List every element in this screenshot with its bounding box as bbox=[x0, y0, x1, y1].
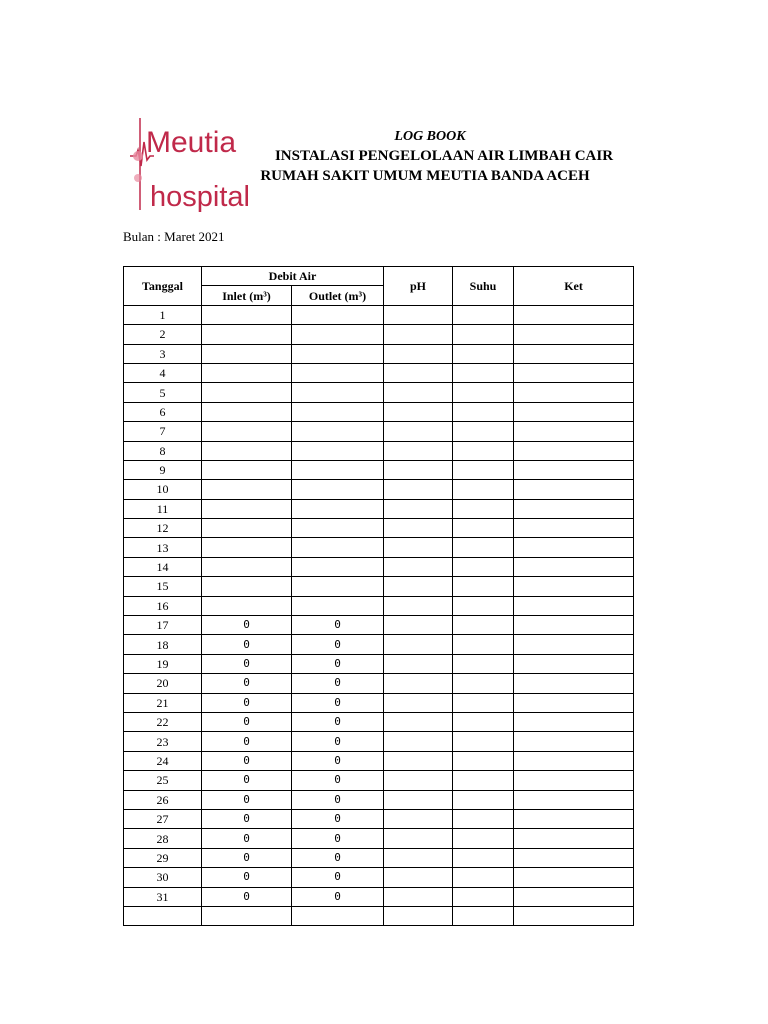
tanggal-cell: 10 bbox=[124, 480, 202, 499]
inlet-cell: 0 bbox=[202, 712, 292, 731]
ph-cell bbox=[384, 732, 453, 751]
outlet-cell bbox=[292, 460, 384, 479]
ph-cell bbox=[384, 751, 453, 770]
ph-cell bbox=[384, 557, 453, 576]
ket-cell bbox=[514, 325, 634, 344]
tanggal-cell: 12 bbox=[124, 519, 202, 538]
inlet-cell bbox=[202, 557, 292, 576]
inlet-cell bbox=[202, 460, 292, 479]
ket-cell bbox=[514, 732, 634, 751]
outlet-cell bbox=[292, 402, 384, 421]
outlet-cell: 0 bbox=[292, 848, 384, 867]
table-row bbox=[124, 441, 634, 460]
ket-cell bbox=[514, 596, 634, 615]
ket-cell bbox=[514, 402, 634, 421]
suhu-cell bbox=[453, 674, 514, 693]
outlet-cell bbox=[292, 557, 384, 576]
tanggal-cell: 26 bbox=[124, 790, 202, 809]
suhu-cell bbox=[453, 325, 514, 344]
suhu-cell bbox=[453, 305, 514, 324]
inlet-cell: 0 bbox=[202, 887, 292, 906]
ph-cell bbox=[384, 363, 453, 382]
ket-cell bbox=[514, 383, 634, 402]
suhu-cell bbox=[453, 499, 514, 518]
table-row bbox=[124, 635, 634, 654]
tanggal-cell: 1 bbox=[124, 305, 202, 324]
suhu-cell bbox=[453, 790, 514, 809]
tanggal-cell: 25 bbox=[124, 771, 202, 790]
suhu-cell bbox=[453, 712, 514, 731]
inlet-cell: 0 bbox=[202, 732, 292, 751]
tanggal-cell: 17 bbox=[124, 616, 202, 635]
table-row bbox=[124, 906, 634, 925]
table-row bbox=[124, 887, 634, 906]
inlet-cell bbox=[202, 402, 292, 421]
header-suhu: Suhu bbox=[453, 267, 514, 306]
suhu-cell bbox=[453, 906, 514, 925]
outlet-cell: 0 bbox=[292, 751, 384, 770]
outlet-cell bbox=[292, 499, 384, 518]
ph-cell bbox=[384, 344, 453, 363]
tanggal-cell bbox=[124, 906, 202, 925]
inlet-cell: 0 bbox=[202, 693, 292, 712]
table-row bbox=[124, 771, 634, 790]
inlet-cell bbox=[202, 596, 292, 615]
ph-cell bbox=[384, 596, 453, 615]
ket-cell bbox=[514, 519, 634, 538]
tanggal-cell: 18 bbox=[124, 635, 202, 654]
tanggal-cell: 30 bbox=[124, 868, 202, 887]
inlet-cell bbox=[202, 441, 292, 460]
table-row bbox=[124, 557, 634, 576]
outlet-cell bbox=[292, 422, 384, 441]
suhu-cell bbox=[453, 557, 514, 576]
ph-cell bbox=[384, 325, 453, 344]
tanggal-cell: 23 bbox=[124, 732, 202, 751]
outlet-cell: 0 bbox=[292, 674, 384, 693]
suhu-cell bbox=[453, 596, 514, 615]
ph-cell bbox=[384, 422, 453, 441]
ket-cell bbox=[514, 422, 634, 441]
table-row bbox=[124, 344, 634, 363]
ket-cell bbox=[514, 635, 634, 654]
logo-line2: hospital bbox=[150, 181, 250, 213]
suhu-cell bbox=[453, 693, 514, 712]
ph-cell bbox=[384, 829, 453, 848]
outlet-cell bbox=[292, 363, 384, 382]
table-row bbox=[124, 499, 634, 518]
log-table-body bbox=[124, 305, 634, 926]
outlet-cell bbox=[292, 305, 384, 324]
ket-cell bbox=[514, 441, 634, 460]
log-table bbox=[123, 266, 634, 926]
ph-cell bbox=[384, 654, 453, 673]
outlet-cell: 0 bbox=[292, 712, 384, 731]
table-row bbox=[124, 693, 634, 712]
inlet-cell: 0 bbox=[202, 635, 292, 654]
header-debit-air: Debit Air bbox=[202, 267, 384, 286]
ket-cell bbox=[514, 538, 634, 557]
inlet-cell bbox=[202, 480, 292, 499]
ket-cell bbox=[514, 887, 634, 906]
tanggal-cell: 15 bbox=[124, 577, 202, 596]
table-row bbox=[124, 538, 634, 557]
inlet-cell bbox=[202, 363, 292, 382]
ph-cell bbox=[384, 616, 453, 635]
suhu-cell bbox=[453, 809, 514, 828]
tanggal-cell: 11 bbox=[124, 499, 202, 518]
tanggal-cell: 31 bbox=[124, 887, 202, 906]
outlet-cell bbox=[292, 906, 384, 925]
table-row bbox=[124, 751, 634, 770]
inlet-cell: 0 bbox=[202, 654, 292, 673]
logo-line1: Meutia bbox=[146, 126, 237, 159]
table-row bbox=[124, 868, 634, 887]
tanggal-cell: 9 bbox=[124, 460, 202, 479]
title-hospital: RUMAH SAKIT UMUM MEUTIA BANDA ACEH bbox=[260, 168, 590, 184]
tanggal-cell: 21 bbox=[124, 693, 202, 712]
table-row bbox=[124, 460, 634, 479]
tanggal-cell: 13 bbox=[124, 538, 202, 557]
table-row bbox=[124, 596, 634, 615]
table-row bbox=[124, 402, 634, 421]
ph-cell bbox=[384, 887, 453, 906]
hospital-logo bbox=[128, 112, 250, 216]
table-row bbox=[124, 519, 634, 538]
inlet-cell bbox=[202, 422, 292, 441]
ket-cell bbox=[514, 906, 634, 925]
ph-cell bbox=[384, 635, 453, 654]
ph-cell bbox=[384, 519, 453, 538]
table-row bbox=[124, 790, 634, 809]
tanggal-cell: 6 bbox=[124, 402, 202, 421]
outlet-cell: 0 bbox=[292, 693, 384, 712]
suhu-cell bbox=[453, 480, 514, 499]
tanggal-cell: 16 bbox=[124, 596, 202, 615]
ket-cell bbox=[514, 616, 634, 635]
ket-cell bbox=[514, 577, 634, 596]
tanggal-cell: 24 bbox=[124, 751, 202, 770]
ph-cell bbox=[384, 809, 453, 828]
ph-cell bbox=[384, 771, 453, 790]
table-row bbox=[124, 616, 634, 635]
inlet-cell: 0 bbox=[202, 790, 292, 809]
tanggal-cell: 3 bbox=[124, 344, 202, 363]
table-row bbox=[124, 712, 634, 731]
ket-cell bbox=[514, 809, 634, 828]
table-row bbox=[124, 848, 634, 867]
table-row bbox=[124, 325, 634, 344]
inlet-cell: 0 bbox=[202, 771, 292, 790]
month-label: Bulan : Maret 2021 bbox=[123, 229, 225, 244]
suhu-cell bbox=[453, 519, 514, 538]
table-row bbox=[124, 732, 634, 751]
ket-cell bbox=[514, 693, 634, 712]
table-row bbox=[124, 577, 634, 596]
title-block bbox=[230, 128, 630, 186]
tanggal-cell: 14 bbox=[124, 557, 202, 576]
tanggal-cell: 28 bbox=[124, 829, 202, 848]
table-row bbox=[124, 305, 634, 324]
outlet-cell bbox=[292, 344, 384, 363]
ket-cell bbox=[514, 363, 634, 382]
outlet-cell: 0 bbox=[292, 809, 384, 828]
header-outlet: Outlet (m³) bbox=[292, 286, 384, 305]
tanggal-cell: 5 bbox=[124, 383, 202, 402]
ph-cell bbox=[384, 480, 453, 499]
inlet-cell: 0 bbox=[202, 674, 292, 693]
outlet-cell bbox=[292, 519, 384, 538]
outlet-cell bbox=[292, 538, 384, 557]
outlet-cell bbox=[292, 325, 384, 344]
table-row bbox=[124, 422, 634, 441]
table-row bbox=[124, 829, 634, 848]
title-installation: INSTALASI PENGELOLAAN AIR LIMBAH CAIR bbox=[274, 148, 614, 164]
ph-cell bbox=[384, 693, 453, 712]
outlet-cell bbox=[292, 577, 384, 596]
ket-cell bbox=[514, 848, 634, 867]
suhu-cell bbox=[453, 344, 514, 363]
suhu-cell bbox=[453, 402, 514, 421]
inlet-cell bbox=[202, 519, 292, 538]
suhu-cell bbox=[453, 732, 514, 751]
ket-cell bbox=[514, 868, 634, 887]
ph-cell bbox=[384, 538, 453, 557]
inlet-cell bbox=[202, 538, 292, 557]
ket-cell bbox=[514, 305, 634, 324]
ph-cell bbox=[384, 848, 453, 867]
tanggal-cell: 7 bbox=[124, 422, 202, 441]
ket-cell bbox=[514, 344, 634, 363]
tanggal-cell: 19 bbox=[124, 654, 202, 673]
ph-cell bbox=[384, 402, 453, 421]
ph-cell bbox=[384, 305, 453, 324]
outlet-cell: 0 bbox=[292, 829, 384, 848]
ph-cell bbox=[384, 674, 453, 693]
suhu-cell bbox=[453, 616, 514, 635]
outlet-cell: 0 bbox=[292, 616, 384, 635]
tanggal-cell: 22 bbox=[124, 712, 202, 731]
ket-cell bbox=[514, 460, 634, 479]
ket-cell bbox=[514, 674, 634, 693]
ket-cell bbox=[514, 829, 634, 848]
ph-cell bbox=[384, 906, 453, 925]
ket-cell bbox=[514, 654, 634, 673]
outlet-cell bbox=[292, 441, 384, 460]
inlet-cell bbox=[202, 499, 292, 518]
inlet-cell: 0 bbox=[202, 848, 292, 867]
inlet-cell: 0 bbox=[202, 829, 292, 848]
tanggal-cell: 4 bbox=[124, 363, 202, 382]
inlet-cell bbox=[202, 906, 292, 925]
inlet-cell bbox=[202, 305, 292, 324]
outlet-cell: 0 bbox=[292, 771, 384, 790]
tanggal-cell: 27 bbox=[124, 809, 202, 828]
inlet-cell: 0 bbox=[202, 616, 292, 635]
suhu-cell bbox=[453, 848, 514, 867]
ket-cell bbox=[514, 771, 634, 790]
table-row bbox=[124, 809, 634, 828]
suhu-cell bbox=[453, 441, 514, 460]
ph-cell bbox=[384, 383, 453, 402]
table-row bbox=[124, 674, 634, 693]
ph-cell bbox=[384, 868, 453, 887]
inlet-cell bbox=[202, 344, 292, 363]
ph-cell bbox=[384, 790, 453, 809]
suhu-cell bbox=[453, 538, 514, 557]
table-row bbox=[124, 654, 634, 673]
tanggal-cell: 2 bbox=[124, 325, 202, 344]
ph-cell bbox=[384, 577, 453, 596]
suhu-cell bbox=[453, 868, 514, 887]
suhu-cell bbox=[453, 422, 514, 441]
suhu-cell bbox=[453, 654, 514, 673]
ph-cell bbox=[384, 712, 453, 731]
suhu-cell bbox=[453, 363, 514, 382]
ph-cell bbox=[384, 460, 453, 479]
inlet-cell bbox=[202, 577, 292, 596]
suhu-cell bbox=[453, 460, 514, 479]
suhu-cell bbox=[453, 577, 514, 596]
tanggal-cell: 20 bbox=[124, 674, 202, 693]
suhu-cell bbox=[453, 771, 514, 790]
ket-cell bbox=[514, 712, 634, 731]
suhu-cell bbox=[453, 829, 514, 848]
ket-cell bbox=[514, 557, 634, 576]
ket-cell bbox=[514, 790, 634, 809]
outlet-cell: 0 bbox=[292, 868, 384, 887]
ket-cell bbox=[514, 751, 634, 770]
header-tanggal: Tanggal bbox=[124, 267, 202, 306]
table-row bbox=[124, 363, 634, 382]
outlet-cell: 0 bbox=[292, 654, 384, 673]
outlet-cell: 0 bbox=[292, 732, 384, 751]
table-row bbox=[124, 383, 634, 402]
ket-cell bbox=[514, 499, 634, 518]
tanggal-cell: 8 bbox=[124, 441, 202, 460]
suhu-cell bbox=[453, 887, 514, 906]
header-inlet: Inlet (m³) bbox=[202, 286, 292, 305]
outlet-cell: 0 bbox=[292, 790, 384, 809]
suhu-cell bbox=[453, 635, 514, 654]
suhu-cell bbox=[453, 751, 514, 770]
outlet-cell bbox=[292, 480, 384, 499]
inlet-cell: 0 bbox=[202, 751, 292, 770]
ket-cell bbox=[514, 480, 634, 499]
table-row bbox=[124, 480, 634, 499]
inlet-cell: 0 bbox=[202, 868, 292, 887]
inlet-cell bbox=[202, 325, 292, 344]
outlet-cell bbox=[292, 383, 384, 402]
inlet-cell: 0 bbox=[202, 809, 292, 828]
inlet-cell bbox=[202, 383, 292, 402]
outlet-cell: 0 bbox=[292, 887, 384, 906]
ph-cell bbox=[384, 499, 453, 518]
header-ph: pH bbox=[384, 267, 453, 306]
outlet-cell: 0 bbox=[292, 635, 384, 654]
ph-cell bbox=[384, 441, 453, 460]
suhu-cell bbox=[453, 383, 514, 402]
outlet-cell bbox=[292, 596, 384, 615]
tanggal-cell: 29 bbox=[124, 848, 202, 867]
header-ket: Ket bbox=[514, 267, 634, 306]
title-logbook: LOG BOOK bbox=[394, 129, 466, 144]
